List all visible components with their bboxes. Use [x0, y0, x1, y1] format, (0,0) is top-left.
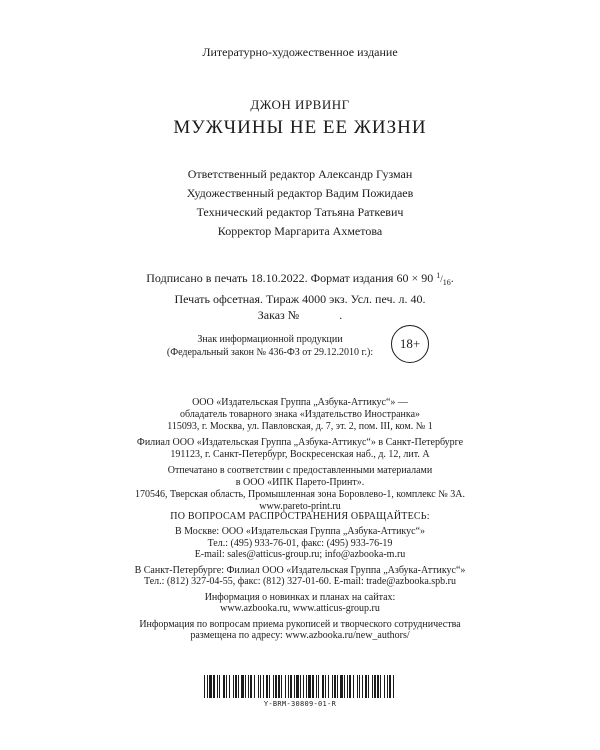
barcode-bar: [368, 675, 369, 698]
barcode-bar: [294, 675, 295, 698]
age-rating-text: 18+: [399, 336, 421, 351]
printer-block: [0, 465, 600, 513]
credit-line: Технический редактор Татьяна Раткевич: [196, 205, 404, 219]
barcode-bar: [347, 675, 348, 698]
barcode-bar: [334, 675, 336, 698]
barcode-bar: [344, 675, 345, 698]
barcode-bar: [337, 675, 338, 698]
print-info-line1: Подписано в печать 18.10.2022. Формат издания 60 × 90: [146, 271, 434, 285]
credit-line: Ответственный редактор Александр Гузман: [187, 167, 413, 181]
barcode-bar: [258, 675, 259, 698]
publisher-line: 115093, г. Москва, ул. Павловская, д. 7, эт. 2, пом. III, ком. № 1: [167, 421, 433, 432]
barcode-bar: [273, 675, 274, 698]
barcode-bar: [306, 675, 307, 698]
barcode-bar: [226, 675, 227, 698]
barcode-bar: [377, 675, 379, 698]
print-info-line1-end: .: [450, 271, 454, 285]
age-rating-badge: [391, 325, 429, 363]
print-info: [0, 268, 600, 323]
barcode-bar: [285, 675, 286, 698]
barcode-bar: [250, 675, 252, 698]
distribution-line: размещена по адресу: www.azbooka.ru/new_authors/: [190, 630, 410, 641]
barcode-bar: [357, 675, 358, 698]
edition-type: Литературно-художественное издание: [202, 45, 398, 59]
barcode-bar: [209, 675, 212, 698]
print-info-line: [0, 268, 600, 291]
distribution-block: [0, 619, 600, 642]
barcode-bar: [340, 675, 343, 698]
distribution-line: www.azbooka.ru, www.atticus-group.ru: [220, 603, 380, 614]
barcode-bar: [328, 675, 329, 698]
barcode-bar: [322, 675, 324, 698]
barcode-bar: [374, 675, 376, 698]
barcode-bar: [300, 675, 301, 698]
barcode-bar: [281, 675, 282, 698]
editorial-credits: [0, 165, 600, 241]
barcode-bar: [365, 675, 367, 698]
format-fraction: $^1/_{16}$: [436, 271, 451, 287]
barcode-bar: [241, 675, 244, 698]
print-info-line: Печать офсетная. Тираж 4000 экз. Усл. печ. л. 40.: [174, 291, 426, 306]
barcode-bar: [349, 675, 351, 698]
barcode-bar: [308, 675, 311, 698]
publisher-block: [0, 437, 600, 461]
barcode-bar: [296, 675, 299, 698]
printer-line: 170546, Тверская область, Промышленная зона Боровлево-1, комплекс № 3А.: [135, 489, 465, 500]
distribution-block: [0, 592, 600, 615]
barcode-bar: [248, 675, 249, 698]
publisher-line: обладатель товарного знака «Издательство Иностранка»: [179, 409, 421, 420]
publisher-info: [0, 397, 600, 513]
barcode-bar: [290, 675, 292, 698]
barcode-bar: [387, 675, 388, 698]
info-product-label-line: Знак информационной продукции: [197, 334, 343, 345]
barcode-bar: [303, 675, 304, 698]
printer-line: в ООО «ИПК Парето-Принт».: [235, 477, 365, 488]
barcode-bar: [266, 675, 268, 698]
barcode-bar: [217, 675, 218, 698]
barcode-bar: [389, 675, 391, 698]
publisher-block: [0, 397, 600, 433]
distribution-line: Информация по вопросам приема рукописей и творческого сотрудничества: [139, 618, 461, 630]
barcode-bar: [318, 675, 319, 698]
distribution-info: [0, 526, 600, 642]
barcode-bar: [372, 675, 373, 698]
barcode-bar: [245, 675, 246, 698]
order-line: [0, 307, 600, 323]
distribution-line: В Москве: ООО «Издательская Группа „Азбука-Аттикус“»: [174, 526, 426, 537]
order-end: .: [339, 307, 343, 322]
barcode-bar: [393, 675, 394, 698]
barcode: [203, 675, 396, 698]
distribution-heading: ПО ВОПРОСАМ РАСПРОСТРАНЕНИЯ ОБРАЩАЙТЕСЬ:: [170, 511, 430, 522]
barcode-bar: [207, 675, 208, 698]
format-numerator: 1: [436, 271, 441, 280]
distribution-block: [0, 565, 600, 588]
book-author: ДЖОН ИРВИНГ: [250, 97, 350, 112]
barcode-bar: [362, 675, 363, 698]
barcode-bar: [288, 675, 289, 698]
distribution-block: [0, 526, 600, 561]
publisher-line: ООО «Издательская Группа „Азбука-Аттикус“» —: [192, 397, 408, 408]
info-product-label-line: (Федеральный закон № 436-ФЗ от 29.12.2010 г.):: [166, 347, 374, 358]
barcode-bar: [223, 675, 225, 698]
barcode-bar: [332, 675, 333, 698]
order-label: Заказ №: [257, 307, 300, 322]
barcode-bar: [325, 675, 326, 698]
credit-line: Корректор Маргарита Ахметова: [217, 224, 383, 238]
barcode-bar: [254, 675, 255, 698]
barcode-bar: [263, 675, 264, 698]
distribution-line: Информация о новинках и планах на сайтах:: [204, 591, 396, 603]
barcode-bar: [353, 675, 354, 698]
distribution-line: Тел.: (812) 327-04-55, факс: (812) 327-01-60. E-mail: trade@azbooka.spb.ru: [143, 576, 457, 587]
barcode-bar: [233, 675, 234, 698]
credit-line: Художественный редактор Вадим Пожидаев: [186, 186, 414, 200]
barcode-text: Y-BRM-30809-01-R: [263, 700, 337, 708]
barcode-bar: [235, 675, 237, 698]
barcode-bar: [312, 675, 314, 698]
format-denominator: 16: [442, 277, 451, 287]
publisher-line: Филиал ООО «Издательская Группа „Азбука-Аттикус“» в Санкт-Петербурге: [136, 437, 464, 448]
barcode-bar: [278, 675, 280, 698]
barcode-bar: [384, 675, 385, 698]
barcode-bar: [269, 675, 270, 698]
barcode-bar: [275, 675, 277, 698]
barcode-bar: [316, 675, 317, 698]
barcode-bar: [219, 675, 220, 698]
printer-line: www.pareto-print.ru: [259, 501, 341, 512]
distribution-line: В Санкт-Петербурге: Филиал ООО «Издательская Группа „Азбука-Аттикус“»: [134, 564, 466, 576]
barcode-bar: [213, 675, 215, 698]
distribution-line: Тел.: (495) 933-76-01, факс: (495) 933-76-19: [207, 537, 393, 549]
barcode-bar: [380, 675, 381, 698]
publisher-line: 191123, г. Санкт-Петербург, Воскресенская наб., д. 12, лит. А: [170, 449, 430, 460]
info-product-label: [150, 333, 390, 359]
barcode-bar: [229, 675, 230, 698]
barcode-bar: [359, 675, 360, 698]
distribution-line: E-mail: sales@atticus-group.ru; info@azbooka-m.ru: [194, 549, 406, 560]
book-title: МУЖЧИНЫ НЕ ЕЕ ЖИЗНИ: [173, 117, 427, 138]
barcode-bar: [204, 675, 205, 698]
barcode-bar: [238, 675, 239, 698]
printer-line: Отпечатано в соответствии с предоставленными материалами: [167, 465, 433, 476]
barcode-bar: [260, 675, 261, 698]
